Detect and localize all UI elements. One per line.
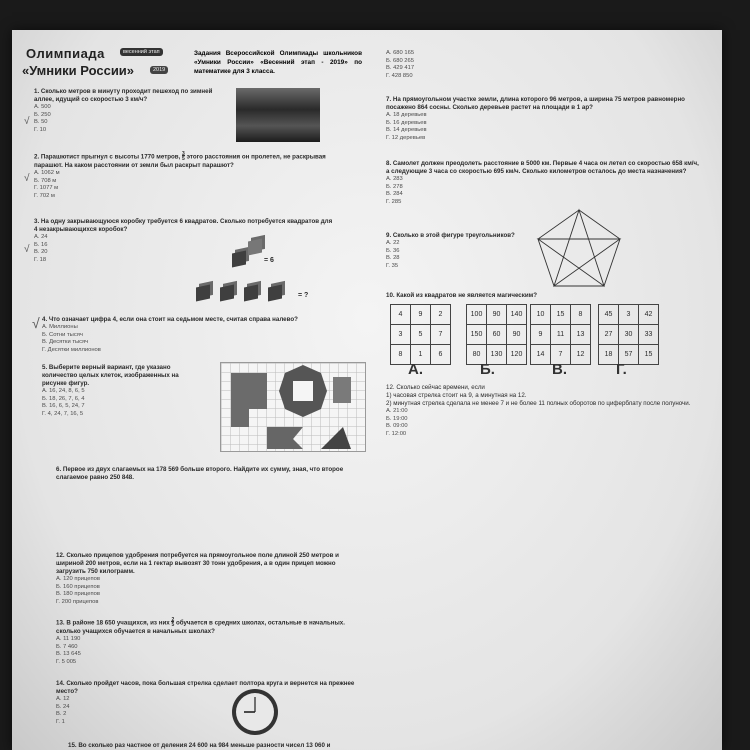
question-text-cont: этого расстояния он пролетел, не раскрывая парашют. На каком расстоянии от земли был раскрыт парашют? bbox=[34, 153, 326, 169]
question-6-options bbox=[386, 50, 414, 80]
answer-option: Б. 680 265 bbox=[386, 57, 414, 64]
answer-option: А. 11 190 bbox=[56, 636, 81, 642]
answer-option: Б. 19:00 bbox=[386, 415, 408, 422]
answer-option: Б. 36 bbox=[386, 247, 400, 254]
answer-option: В. 13 645 bbox=[56, 651, 81, 658]
stage-badge: весенний этап bbox=[120, 48, 163, 56]
cell: 3 bbox=[391, 325, 411, 345]
question-text: 2. Парашютист прыгнул с высоты 1770 метров, bbox=[34, 153, 181, 161]
check-mark-icon: √ bbox=[24, 244, 30, 255]
answer-option: Б. Сотни тысяч bbox=[42, 331, 83, 338]
question-text: 8. Самолет должен преодолеть расстояние в 5000 км. Первые 4 часа он летел со скоростью 658 км/ч, а следующие 3 часа со скоростью 695 км/ч. Сколько километров осталось до места назначения? bbox=[386, 160, 699, 175]
answer-option: Г. 12 деревьев bbox=[386, 134, 426, 141]
cell: 14 bbox=[531, 345, 551, 365]
l-shape bbox=[231, 373, 267, 427]
answer-option: А. 283 bbox=[386, 176, 403, 182]
magic-square-d bbox=[598, 304, 659, 365]
octagon-hole bbox=[293, 381, 313, 401]
question-8 bbox=[386, 160, 702, 206]
cell: 42 bbox=[639, 305, 659, 325]
square-label-a: А. bbox=[408, 361, 423, 378]
answer-option: А. Миллионы bbox=[42, 324, 78, 330]
answer-option: В. 284 bbox=[386, 191, 403, 198]
question-1 bbox=[24, 88, 230, 134]
wall-clock-icon bbox=[230, 687, 280, 737]
answer-option: А. 12 bbox=[56, 696, 70, 702]
answer-option: Г. 18 bbox=[34, 256, 47, 263]
answer-option: В. 09:00 bbox=[386, 423, 408, 430]
question-12-left bbox=[56, 552, 366, 606]
logo-title: Олимпиада bbox=[26, 46, 105, 61]
answer-option: В. 429 417 bbox=[386, 65, 415, 72]
question-6: 6. Первое из двух слагаемых на 178 569 больше второго. Найдите их сумму, зная, что второе слагаемое равно 250 848. bbox=[56, 466, 344, 481]
cell: 2 bbox=[431, 305, 451, 325]
cell: 8 bbox=[571, 305, 591, 325]
cell: 7 bbox=[551, 345, 571, 365]
answer-option: А. 500 bbox=[34, 104, 51, 110]
answer-option: Г. 702 м bbox=[34, 192, 55, 199]
answer-option: Б. 16 bbox=[34, 241, 48, 248]
question-text: 1. Сколько метров в минуту проходит пешеход по зимней аллее, идущий со скоростью 3 км/ч? bbox=[34, 88, 213, 103]
answer-option: Г. 1077 м bbox=[34, 185, 59, 192]
answer-option: В. 28 bbox=[386, 255, 400, 262]
cell: 9 bbox=[411, 305, 431, 325]
shapes-grid bbox=[220, 362, 366, 452]
answer-option: Г. 12:00 bbox=[386, 430, 407, 437]
square-label-c: В. bbox=[552, 361, 567, 378]
answer-option: А. 22 bbox=[386, 240, 400, 246]
answer-option: Б. 278 bbox=[386, 183, 403, 190]
answer-option: Г. 35 bbox=[386, 262, 399, 269]
answer-option: А. 680 165 bbox=[386, 50, 415, 56]
olympiad-sheet bbox=[12, 30, 722, 750]
cell: 3 bbox=[619, 305, 639, 325]
cell: 120 bbox=[507, 345, 527, 365]
open-box-icon bbox=[232, 251, 246, 268]
cell: 5 bbox=[411, 325, 431, 345]
question-7 bbox=[386, 96, 702, 142]
magic-square-b bbox=[466, 304, 527, 365]
question-15: 15. Во сколько раз частное от деления 24 600 на 984 меньше разности чисел 13 060 и bbox=[68, 742, 331, 749]
cell: 6 bbox=[431, 345, 451, 365]
question-text: 3. На одну закрывающуюся коробку требуется 6 квадратов. Сколько потребуется квадратов для 4 незакрывающихся коробок? bbox=[34, 218, 333, 233]
cell: 15 bbox=[639, 345, 659, 365]
answer-option: В. 2 bbox=[56, 711, 67, 718]
question-10: 10. Какой из квадратов не является магическим? bbox=[386, 292, 538, 299]
question-text: 14. Сколько пройдет часов, пока большая стрелка сделает полтора круга и вернется на прежнее место? bbox=[56, 680, 355, 695]
cell: 18 bbox=[599, 345, 619, 365]
answer-option: Б. 160 прицепов bbox=[56, 583, 100, 590]
condition-2: 2) минутная стрелка сделала не менее 7 и не более 11 полных оборотов по циферблату после полуночи. bbox=[386, 400, 691, 407]
answer-option: Г. 10 bbox=[34, 126, 47, 133]
answer-option: Г. 200 прицепов bbox=[56, 598, 99, 605]
cell: 60 bbox=[487, 325, 507, 345]
question-text: 13. В районе 18 650 учащихся, из них bbox=[56, 619, 170, 627]
cell: 45 bbox=[599, 305, 619, 325]
flag-shape bbox=[267, 427, 303, 449]
grid-shapes bbox=[221, 363, 365, 451]
check-mark-icon: √ bbox=[24, 116, 30, 127]
answer-option: В. 180 прицепов bbox=[56, 591, 100, 598]
answer-option: А. 16, 24, 8, 6, 5 bbox=[42, 388, 85, 394]
question-text: 12. Сколько сейчас времени, если bbox=[386, 384, 485, 391]
equation-six: = 6 bbox=[264, 257, 274, 264]
cell: 9 bbox=[531, 325, 551, 345]
question-text-cont: обучается в средних школах, остальные в начальных. сколько учащихся обучается в начальных школах? bbox=[56, 619, 345, 635]
cell: 140 bbox=[507, 305, 527, 325]
answer-option: Г. Десятки миллионов bbox=[42, 346, 101, 353]
answer-option: В. 50 bbox=[34, 119, 48, 126]
cell: 12 bbox=[571, 345, 591, 365]
question-text: 5. Выберите верный вариант, где указано количество целых клеток, изображенных на рисунке фигур. bbox=[42, 364, 179, 387]
cell: 100 bbox=[467, 305, 487, 325]
box-flap-icon bbox=[248, 239, 262, 256]
square-label-b: Б. bbox=[480, 361, 495, 378]
cell: 10 bbox=[531, 305, 551, 325]
rectangle-shape bbox=[333, 377, 351, 403]
cell: 90 bbox=[487, 305, 507, 325]
magic-square-a bbox=[390, 304, 451, 365]
box-icon bbox=[196, 285, 210, 302]
question-2 bbox=[24, 151, 354, 200]
answer-option: Б. 18, 26, 7, 6, 4 bbox=[42, 395, 85, 402]
fraction bbox=[182, 152, 185, 162]
cell: 130 bbox=[487, 345, 507, 365]
condition-1: 1) часовая стрелка стоит на 9, а минутная на 12. bbox=[386, 392, 527, 399]
fraction-numerator: 2 bbox=[171, 617, 175, 623]
cell: 30 bbox=[619, 325, 639, 345]
cell: 1 bbox=[411, 345, 431, 365]
equation-question: = ? bbox=[298, 292, 309, 299]
cell: 57 bbox=[619, 345, 639, 365]
square-label-d: Г. bbox=[616, 361, 627, 378]
cell: 33 bbox=[639, 325, 659, 345]
question-4 bbox=[32, 315, 352, 354]
answer-option: Г. 285 bbox=[386, 198, 402, 205]
answer-option: А. 18 деревьев bbox=[386, 112, 427, 118]
cell: 27 bbox=[599, 325, 619, 345]
box-icon bbox=[268, 285, 282, 302]
fraction bbox=[171, 618, 174, 628]
fraction-numerator: 3 bbox=[182, 151, 185, 157]
page-title: Задания Всероссийской Олимпиады школьников «Умники России» «Весенний этап - 2019» по математике для 3 класса. bbox=[194, 50, 362, 75]
answer-option: Г. 5 005 bbox=[56, 658, 77, 665]
cell: 8 bbox=[391, 345, 411, 365]
question-text: 12. Сколько прицепов удобрения потребуется на прямоугольное поле длиной 250 метров и шириной 200 метров, если на 1 гектар вывозят 30 тонн удобрения, а в один прицеп можно загрузить 750 килограмм. bbox=[56, 552, 339, 575]
box-icon bbox=[244, 285, 258, 302]
cell: 15 bbox=[551, 305, 571, 325]
answer-option: Б. 24 bbox=[56, 703, 70, 710]
cell: 4 bbox=[391, 305, 411, 325]
cell: 7 bbox=[431, 325, 451, 345]
question-13 bbox=[56, 618, 366, 666]
answer-option: А. 24 bbox=[34, 234, 48, 240]
fraction-denominator: 5 bbox=[171, 622, 175, 628]
pentagram-figure bbox=[534, 206, 624, 290]
answer-option: Г. 4, 24, 7, 16, 5 bbox=[42, 410, 84, 417]
question-5 bbox=[42, 364, 202, 418]
answer-option: Г. 1 bbox=[56, 718, 65, 725]
answer-option: В. 16, 6, 5, 24, 7 bbox=[42, 403, 85, 410]
answer-option: А. 120 прицепов bbox=[56, 576, 100, 582]
magic-square-c bbox=[530, 304, 591, 365]
cell: 80 bbox=[467, 345, 487, 365]
logo-subtitle: «Умники России» bbox=[22, 63, 135, 78]
question-14 bbox=[56, 680, 366, 726]
check-mark-icon: √ bbox=[32, 315, 40, 331]
answer-option: В. Десятки тысяч bbox=[42, 339, 89, 346]
cell: 11 bbox=[551, 325, 571, 345]
answer-option: Г. 428 850 bbox=[386, 72, 413, 79]
answer-option: Б. 708 м bbox=[34, 177, 57, 184]
question-text: 7. На прямоугольном участке земли, длина которого 96 метров, а ширина 75 метров равномерно посажено 864 сосны. Сколько деревьев растет на площади в 1 ар? bbox=[386, 96, 685, 111]
check-mark-icon: √ bbox=[24, 173, 30, 184]
question-text: 9. Сколько в этой фигуре треугольников? bbox=[386, 232, 515, 239]
question-text: 4. Что означает цифра 4, если она стоит на седьмом месте, считая справа налево? bbox=[42, 316, 298, 323]
answer-option: В. 20 bbox=[34, 249, 48, 256]
answer-option: А. 1062 м bbox=[34, 170, 60, 176]
cell: 90 bbox=[507, 325, 527, 345]
question-9 bbox=[386, 232, 536, 270]
cell: 13 bbox=[571, 325, 591, 345]
year-badge: 2019 bbox=[150, 66, 168, 74]
answer-option: Б. 7 460 bbox=[56, 643, 78, 650]
answer-option: А. 21:00 bbox=[386, 408, 408, 414]
box-icon bbox=[220, 285, 234, 302]
fraction-denominator: 5 bbox=[182, 156, 185, 162]
cell: 150 bbox=[467, 325, 487, 345]
winter-alley-photo bbox=[236, 88, 320, 142]
question-3 bbox=[24, 218, 334, 264]
answer-option: В. 14 деревьев bbox=[386, 127, 427, 134]
answer-option: Б. 16 деревьев bbox=[386, 119, 427, 126]
triangle-shape bbox=[321, 427, 351, 449]
answer-option: Б. 250 bbox=[34, 111, 51, 118]
question-12-right bbox=[386, 384, 702, 438]
